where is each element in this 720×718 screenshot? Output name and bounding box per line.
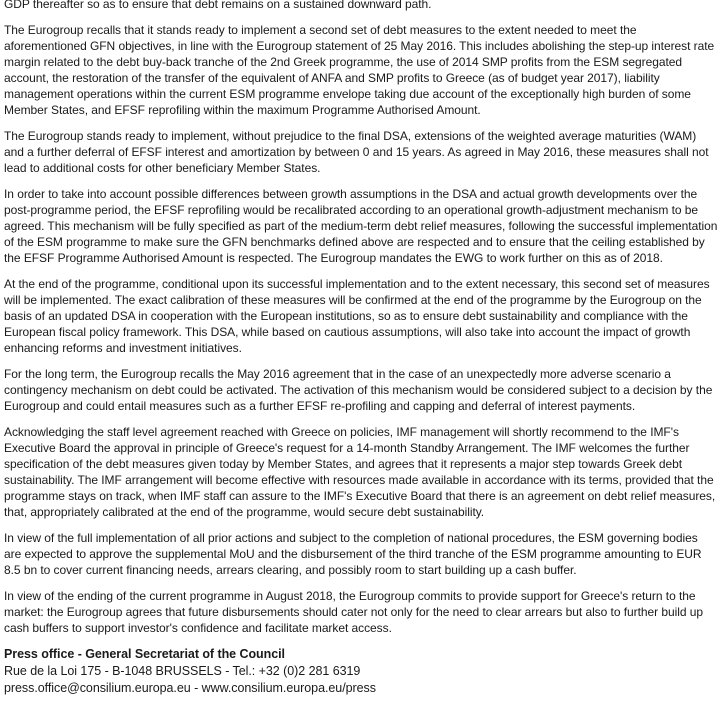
paragraph-gdp-path: GDP thereafter so as to ensure that debt remains on a sustained downward path. [4, 0, 432, 11]
press-office-footer [4, 646, 718, 697]
paragraph-market-return: In view of the ending of the current programme in August 2018, the Eurogroup commits to provide support for Greece's return to the market: the Eurogroup agrees that future disbursements should cater not only for the need to clear arrears but also to further build up cash buffers to support investor's confidence and facilitate market access. [4, 589, 703, 635]
press-office-address: Rue de la Loi 175 - B-1048 BRUSSELS - Tel.: +32 (0)2 281 6319 [4, 664, 361, 678]
press-office-contact: press.office@consilium.europa.eu - www.consilium.europa.eu/press [4, 681, 376, 695]
paragraph-esm-disbursement: In view of the full implementation of all prior actions and subject to the completion of national procedures, the ESM governing bodies are expected to approve the supplemental MoU and the disbursement of the third tranche of the ESM programme amounting to EUR 8.5 bn to cover current financing needs, arrears clearing, and possibly room to start building up a cash buffer. [4, 531, 702, 577]
paragraph-second-set-debt-measures: The Eurogroup recalls that it stands ready to implement a second set of debt measures to the extent needed to meet the aforementioned GFN objectives, in line with the Eurogroup statement of 25 May 2016. This includes abolishing the step-up interest rate margin related to the debt buy-back tranche of the 2nd Greek programme, the use of 2014 SMP profits from the ESM segregated account, the restoration of the transfer of the equivalent of ANFA and SMP profits to Greece (as of budget year 2017), liability management operations within the current ESM programme envelope taking due account of the exceptionally high burden of some Member States, and EFSF reprofiling within the maximum Programme Authorised Amount. [4, 23, 715, 117]
document-body [4, 0, 718, 697]
paragraph-end-of-programme: At the end of the programme, conditional upon its successful implementation and to the extent necessary, this second set of measures will be implemented. The exact calibration of these measures will be confirmed at the end of the programme by the Eurogroup on the basis of an updated DSA in cooperation with the European institutions, so as to ensure debt sustainability and compliance with the European fiscal policy framework. This DSA, while based on cautious assumptions, will also take into account the impact of growth enhancing reforms and investment initiatives. [4, 277, 710, 355]
paragraph-growth-adjustment: In order to take into account possible differences between growth assumptions in the DSA and actual growth developments over the post-programme period, the EFSF reprofiling would be recalibrated according to an operational growth-adjustment mechanism to be agreed. This mechanism will be fully specified as part of the medium-term debt relief measures, following the successful implementation of the ESM programme to make sure the GFN benchmarks defined above are respected and to ensure that the ceiling established by the EFSF Programme Authorised Amount is respected. The Eurogroup mandates the EWG to work further on this as of 2018. [4, 187, 718, 265]
paragraph-imf-arrangement: Acknowledging the staff level agreement reached with Greece on policies, IMF management will shortly recommend to the IMF's Executive Board the approval in principle of Greece's request for a 14-month Standby Arrangement. The IMF welcomes the further specification of the debt measures given today by Member States, and agrees that it represents a major step towards Greek debt sustainability. The IMF arrangement will become effective with resources made available in accordance with its terms, provided that the programme stays on track, when IMF staff can assure to the IMF's Executive Board that there is an agreement on debt relief measures, that, appropriately calibrated at the end of the programme, would secure debt sustainability. [4, 425, 716, 519]
press-office-title: Press office - General Secretariat of the Council [4, 647, 285, 661]
paragraph-contingency-mechanism: For the long term, the Eurogroup recalls the May 2016 agreement that in the case of an unexpectedly more adverse scenario a contingency mechanism on debt could be activated. The activation of this mechanism would be considered subject to a decision by the Eurogroup and could entail measures such as a further EFSF re-profiling and capping and deferral of interest payments. [4, 367, 713, 413]
paragraph-wam-extension: The Eurogroup stands ready to implement, without prejudice to the final DSA, extensions of the weighted average maturities (WAM) and a further deferral of EFSF interest and amortization by between 0 and 15 years. As agreed in May 2016, these measures shall not lead to additional costs for other beneficiary Member States. [4, 129, 709, 175]
